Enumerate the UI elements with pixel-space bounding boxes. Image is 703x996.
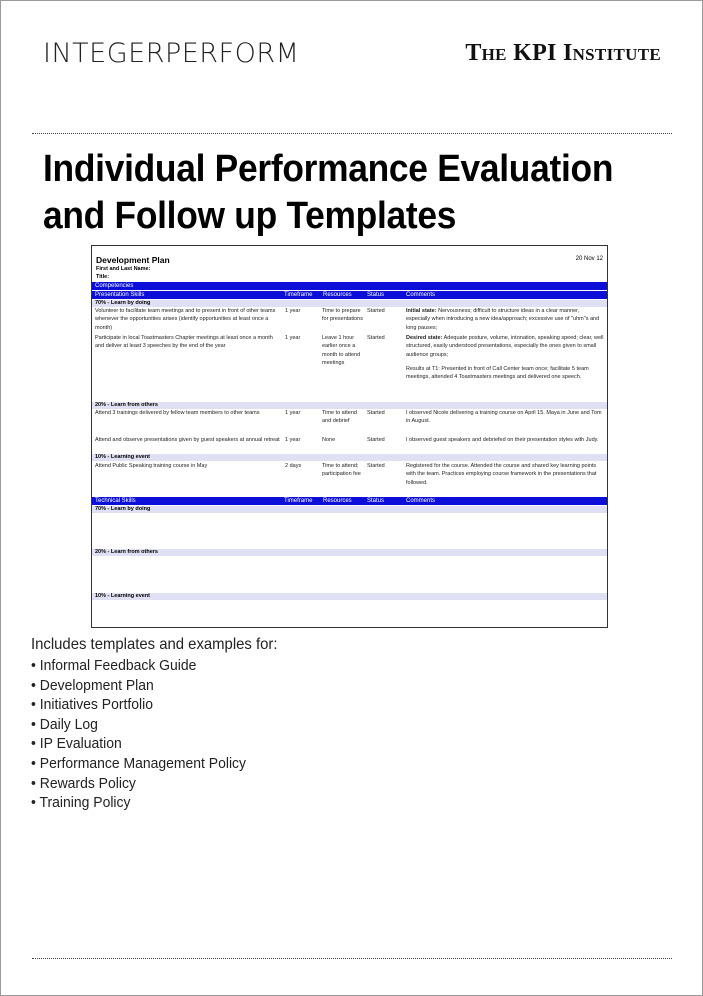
list-item: • Rewards Policy bbox=[31, 774, 246, 794]
row-5-comment: Registered for the course. Attended the course and shared key learning points with the team. Practices employing course framework in the presentations that followed. bbox=[406, 463, 597, 486]
col-resources-2: Resources bbox=[323, 498, 352, 504]
competencies-label: Competencies bbox=[95, 283, 134, 289]
row-1-comment bbox=[406, 307, 604, 332]
row-2-activity: Participate in local Toastmasters Chapter meetings at least once a month and deliver at least 3 speeches by the end of the year bbox=[95, 335, 273, 350]
title-label: Title: bbox=[96, 274, 110, 280]
row-3-timeframe: 1 year bbox=[285, 410, 301, 416]
row-3-status: Started bbox=[367, 410, 385, 416]
includes-heading: Includes templates and examples for: bbox=[31, 636, 278, 653]
col-comments-2: Comments bbox=[406, 498, 436, 504]
row-3-resources: Time to attend and debrief bbox=[322, 410, 357, 425]
row-2-comment-extra: Results at T1: Presented in front of Call Center team once; facilitate 5 team meetings, attended 4 Toastmasters meetings and delivered one speech. bbox=[406, 366, 589, 381]
row-2-comment bbox=[406, 334, 604, 359]
brand-integerperform: INTEGERPERFORM bbox=[43, 38, 300, 69]
list-item: • Development Plan bbox=[31, 676, 246, 696]
list-item: • IP Evaluation bbox=[31, 734, 246, 754]
section-learn-from-others: 20% - Learn from others bbox=[92, 402, 607, 409]
development-plan-sheet bbox=[91, 245, 608, 628]
row-1-resources: Time to prepare for presentations bbox=[322, 308, 363, 323]
col-presentation-skills: Presentation Skills bbox=[95, 292, 145, 298]
page-title-line-2: and Follow up Templates bbox=[43, 195, 457, 237]
presentation-header-bar bbox=[92, 291, 607, 299]
page-title bbox=[43, 146, 638, 240]
row-4-comment: I observed guest speakers and debriefed on their presentation styles with Judy. bbox=[406, 437, 599, 443]
row-1-timeframe: 1 year bbox=[285, 308, 301, 314]
row-5-activity: Attend Public Speaking training course in May bbox=[95, 463, 208, 469]
section-learn-by-doing: 70% - Learn by doing bbox=[92, 300, 607, 307]
first-last-name-label: First and Last Name: bbox=[96, 266, 151, 272]
row-4-status: Started bbox=[367, 437, 385, 443]
col-timeframe: Timeframe bbox=[284, 292, 313, 298]
col-resources: Resources bbox=[323, 292, 352, 298]
row-3-comment: I observed Nicole delivering a training course on April 15. Maya in June and Tom in August. bbox=[406, 410, 602, 425]
list-item: • Training Policy bbox=[31, 793, 246, 813]
row-1-activity: Volunteer to facilitate team meetings and to present in front of other teams whenever the opportunities arises (identify opportunities at least once a month) bbox=[95, 308, 276, 331]
row-2-timeframe: 1 year bbox=[285, 335, 301, 341]
row-1-status: Started bbox=[367, 308, 385, 314]
list-item: • Initiatives Portfolio bbox=[31, 695, 246, 715]
row-2-comment-label: Desired state: bbox=[406, 335, 443, 341]
row-5-resources: Time to attend; participation fee bbox=[322, 463, 361, 478]
row-4-timeframe: 1 year bbox=[285, 437, 301, 443]
row-1-comment-label: Initial state: bbox=[406, 308, 437, 314]
row-2-resources: Leave 1 hour earlier once a month to attend meetings bbox=[322, 335, 361, 366]
row-4-activity: Attend and observe presentations given by guest speakers at annual retreat bbox=[95, 437, 280, 443]
col-technical-skills: Technical Skills bbox=[95, 498, 136, 504]
row-5-timeframe: 2 days bbox=[285, 463, 302, 469]
dotted-divider-bottom bbox=[32, 958, 672, 959]
section-learning-event: 10% - Learning event bbox=[92, 454, 607, 461]
competencies-bar bbox=[92, 282, 607, 290]
tech-section-learn-from-others: 20% - Learn from others bbox=[92, 549, 607, 556]
col-status-2: Status bbox=[367, 498, 385, 504]
row-4-resources: None bbox=[322, 437, 336, 443]
brand-kpi-institute: The KPI Institute bbox=[465, 40, 661, 66]
list-item: • Informal Feedback Guide bbox=[31, 656, 246, 676]
dotted-divider-top bbox=[32, 133, 672, 134]
row-1-comment-text: Nervousness; difficult to structure ideas in a clear manner, especially when introducing a new idea/approach; excessive use of "uhm"s and long pauses; bbox=[406, 308, 600, 331]
tech-section-learning-event: 10% - Learning event bbox=[92, 593, 607, 600]
sheet-title: Development Plan bbox=[96, 255, 170, 265]
list-item: • Performance Management Policy bbox=[31, 754, 246, 774]
tech-section-learn-by-doing: 70% - Learn by doing bbox=[92, 506, 607, 513]
list-item: • Daily Log bbox=[31, 715, 246, 735]
row-5-status: Started bbox=[367, 463, 385, 469]
row-3-activity: Attend 3 trainings delivered by fellow team members to other teams bbox=[95, 410, 260, 416]
row-2-status: Started bbox=[367, 335, 385, 341]
page-title-line-1: Individual Performance Evaluation bbox=[43, 148, 614, 190]
col-timeframe-2: Timeframe bbox=[284, 498, 313, 504]
row-2-comment-text: Adequate posture, volume, intonation, speaking speed; clear, well structured, easily understood presentations, especially the ones given to small audience groups; bbox=[406, 335, 604, 358]
col-status: Status bbox=[367, 292, 385, 298]
includes-list bbox=[31, 656, 246, 813]
technical-header-bar bbox=[92, 497, 607, 505]
col-comments: Comments bbox=[406, 292, 436, 298]
sheet-date: 20 Nov 12 bbox=[575, 256, 603, 262]
